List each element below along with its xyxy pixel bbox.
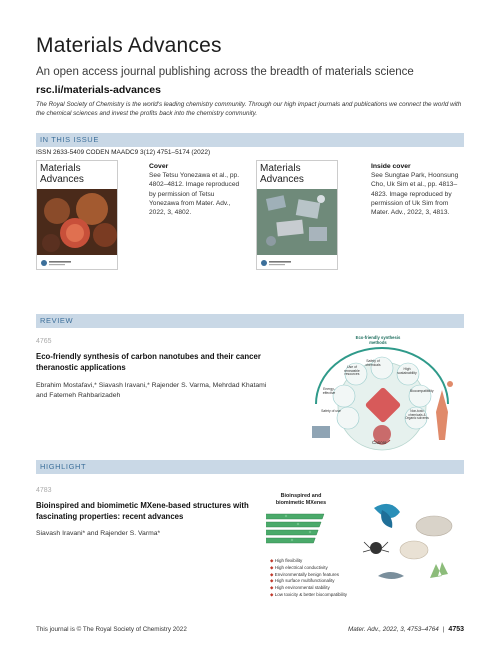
footer-copyright: This journal is © The Royal Society of Chemistry 2022 <box>36 626 187 633</box>
review-graphic-label: Non-toxic chemicals & Organic solvents <box>405 409 429 421</box>
inside-cover-caption <box>371 162 463 217</box>
review-graphic-label: Safety of use <box>321 409 341 413</box>
cover-description: See Tetsu Yonezawa et al., pp. 4802–4812. Image reproduced by permission of Tetsu Yonezawa from Mater. Adv., 2022, 3, 4802. <box>149 172 240 216</box>
issn-line: ISSN 2633-5409 CODEN MAADC9 3(12) 4751–5174 (2022) <box>36 149 211 156</box>
cover-heading: Cover <box>149 163 169 170</box>
review-graphic-label: Safety of chemicals <box>365 359 381 367</box>
review-graphic-label: Energy-effective <box>322 387 336 395</box>
review-graphic-center-label: Eco-friendly synthesis methods <box>355 335 401 345</box>
bullet-icon: ◆ <box>270 591 275 597</box>
bullet-icon: ◆ <box>270 585 275 590</box>
highlight-page-number: 4783 <box>36 487 52 494</box>
bullet-icon: ◆ <box>270 578 275 584</box>
review-page-number: 4765 <box>36 338 52 345</box>
property-item: ◆ Environmentally benign features <box>270 571 340 577</box>
journal-subtitle: An open access journal publishing across the breadth of materials science <box>36 66 414 78</box>
highlight-bar <box>36 460 464 474</box>
bullet-icon: ◆ <box>270 558 275 563</box>
review-bar <box>36 314 464 328</box>
footer-page-number: 4753 <box>448 626 464 633</box>
inside-cover-heading: Inside cover <box>371 163 411 170</box>
review-graphic-label: High sustainability <box>397 367 417 375</box>
journal-url-link[interactable]: rsc.li/materials-advances <box>36 84 161 96</box>
footer-citation: Mater. Adv., 2022, 3, 4753–4764 <box>347 626 439 633</box>
highlight-authors: Siavash Iravani* and Rajender S. Varma* <box>36 530 161 537</box>
property-item: ◆ High electrical conductivity <box>270 564 328 570</box>
review-graphic-label: Use of renewable resources <box>344 365 360 377</box>
inside-cover-description: See Sungtae Park, Hoonsung Cho, Uk Sim et al., pp. 4813–4823. Image reproduced by permission of Uk Sim from Mater. Adv., 2022, 3, 4813. <box>371 172 459 216</box>
highlight-article-title[interactable]: Bioinspired and biomimetic MXene-based structures with fascinating properties: recent advances <box>36 501 249 521</box>
property-item: ◆ Low toxicity & better biocompatibility <box>270 591 347 597</box>
journal-title: Materials Advances <box>36 34 222 57</box>
footer-citation-block <box>348 626 464 633</box>
footer-separator: | <box>442 626 445 633</box>
cover-thumbnail[interactable] <box>36 160 118 270</box>
review-authors: Ebrahim Mostafavi,* Siavash Iravani,* Rajender S. Varma, Mehrdad Khatami and Fatemeh Rahbarizadeh <box>36 382 267 399</box>
inside-cover-thumbnail[interactable] <box>256 160 338 270</box>
in-this-issue-bar <box>36 133 464 147</box>
inside-cover-thumb-title: Materials Advances <box>260 163 304 185</box>
journal-blurb: The Royal Society of Chemistry is the world's leading chemistry community. Through our high impact journals and publications we connect the world with the chemical sciences and invest the profits back into the chemistry community. <box>36 101 462 118</box>
in-this-issue-label: IN THIS ISSUE <box>40 135 99 144</box>
cover-caption <box>149 162 241 217</box>
highlight-graphic-title: Bioinspired and biomimetic MXenes <box>275 493 327 506</box>
bullet-icon: ◆ <box>270 564 275 570</box>
bullet-icon: ◆ <box>270 571 275 577</box>
property-item: ◆ High environmental stability <box>270 585 330 590</box>
review-graphic-bottom-label: Cancer <box>372 440 387 445</box>
property-list <box>270 558 370 599</box>
property-item: ◆ High surface multifunctionality <box>270 578 335 584</box>
review-article-title[interactable]: Eco-friendly synthesis of carbon nanotubes and their cancer theranostic applications <box>36 352 261 372</box>
cover-thumb-title: Materials Advances <box>40 163 84 185</box>
review-label: REVIEW <box>40 316 74 325</box>
highlight-graphical-abstract <box>266 492 466 604</box>
property-item: ◆ High flexibility <box>270 558 303 563</box>
highlight-label: HIGHLIGHT <box>40 462 87 471</box>
review-graphic-label: Biocompatibility <box>410 389 434 393</box>
